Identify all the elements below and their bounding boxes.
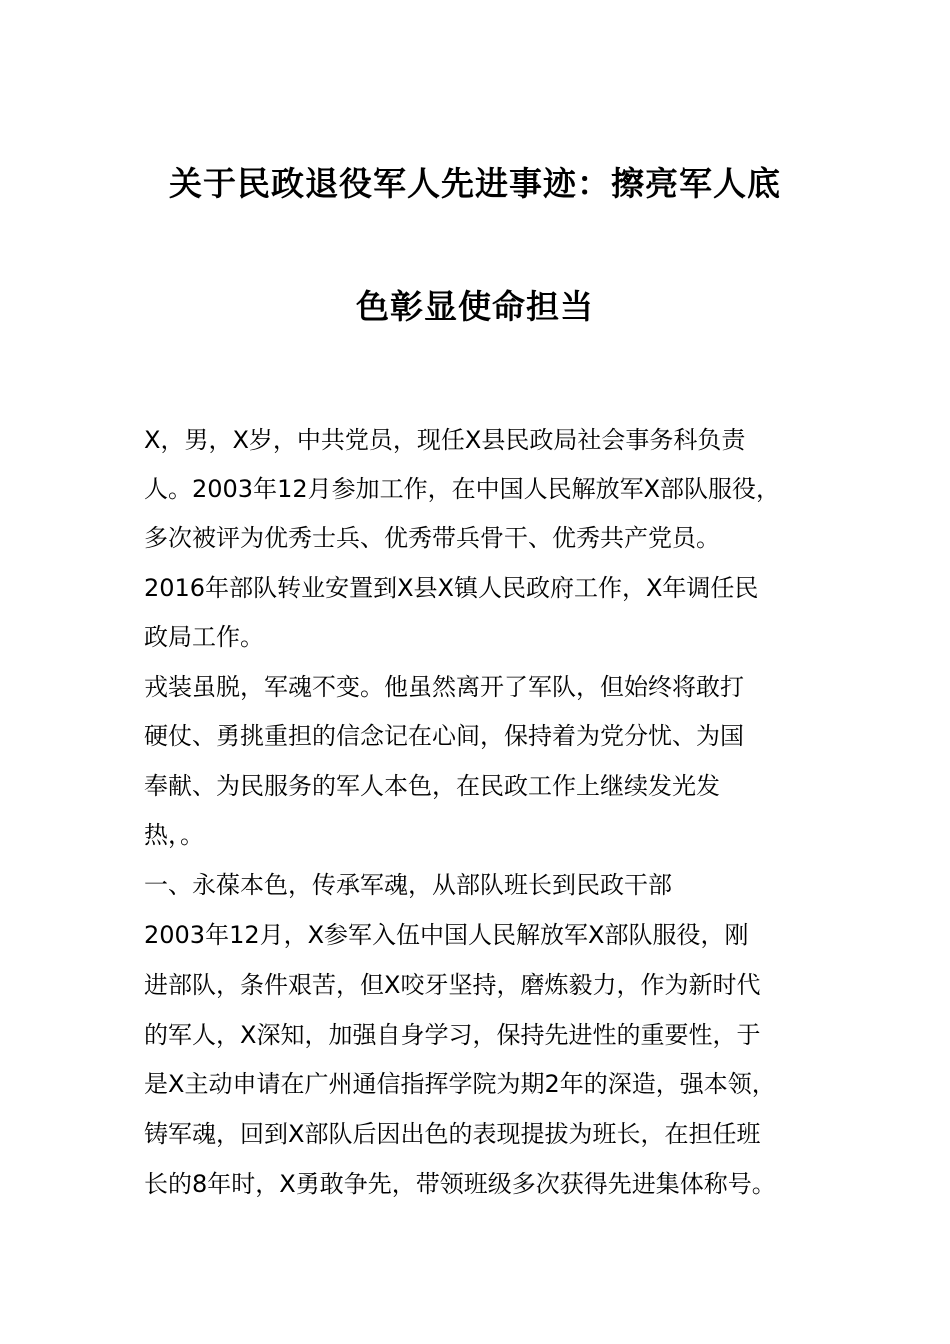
body-line: 多次被评为优秀士兵、优秀带兵骨干、优秀共产党员。 [144,524,720,552]
body-line: 奉献、为民服务的军人本色，在民政工作上继续发光发 [144,772,720,800]
body-line: 是X主动申请在广州通信指挥学院为期2年的深造，强本领， [144,1070,776,1098]
body-line: 2016年部队转业安置到X县X镇人民政府工作，X年调任民 [144,574,759,602]
document-title-line-2: 色彰显使命担当 [356,287,594,326]
body-line: 进部队，条件艰苦，但X咬牙坚持，磨炼毅力，作为新时代 [144,971,761,999]
body-line: 的军人，X深知，加强自身学习，保持先进性的重要性，于 [144,1021,761,1049]
body-line: 2003年12月，X参军入伍中国人民解放军X部队服役，刚 [144,921,749,949]
body-line: 政局工作。 [144,623,264,651]
section-heading: 一、永葆本色，传承军魂，从部队班长到民政干部 [144,871,672,899]
body-line: X，男，X岁，中共党员，现任X县民政局社会事务科负责 [144,426,746,454]
body-line: 热，。 [144,821,204,849]
document-title-line-1: 关于民政退役军人先进事迹：擦亮军人底 [169,164,781,203]
body-line: 硬仗、勇挑重担的信念记在心间，保持着为党分忧、为国 [144,722,744,750]
body-line: 戎装虽脱，军魂不变。他虽然离开了军队，但始终将敢打 [144,673,744,701]
body-line: 铸军魂，回到X部队后因出色的表现提拔为班长，在担任班 [144,1120,761,1148]
body-line: 长的8年时，X勇敢争先，带领班级多次获得先进集体称号。 [144,1170,776,1198]
body-line: 人。2003年12月参加工作，在中国人民解放军X部队服役， [144,475,781,503]
